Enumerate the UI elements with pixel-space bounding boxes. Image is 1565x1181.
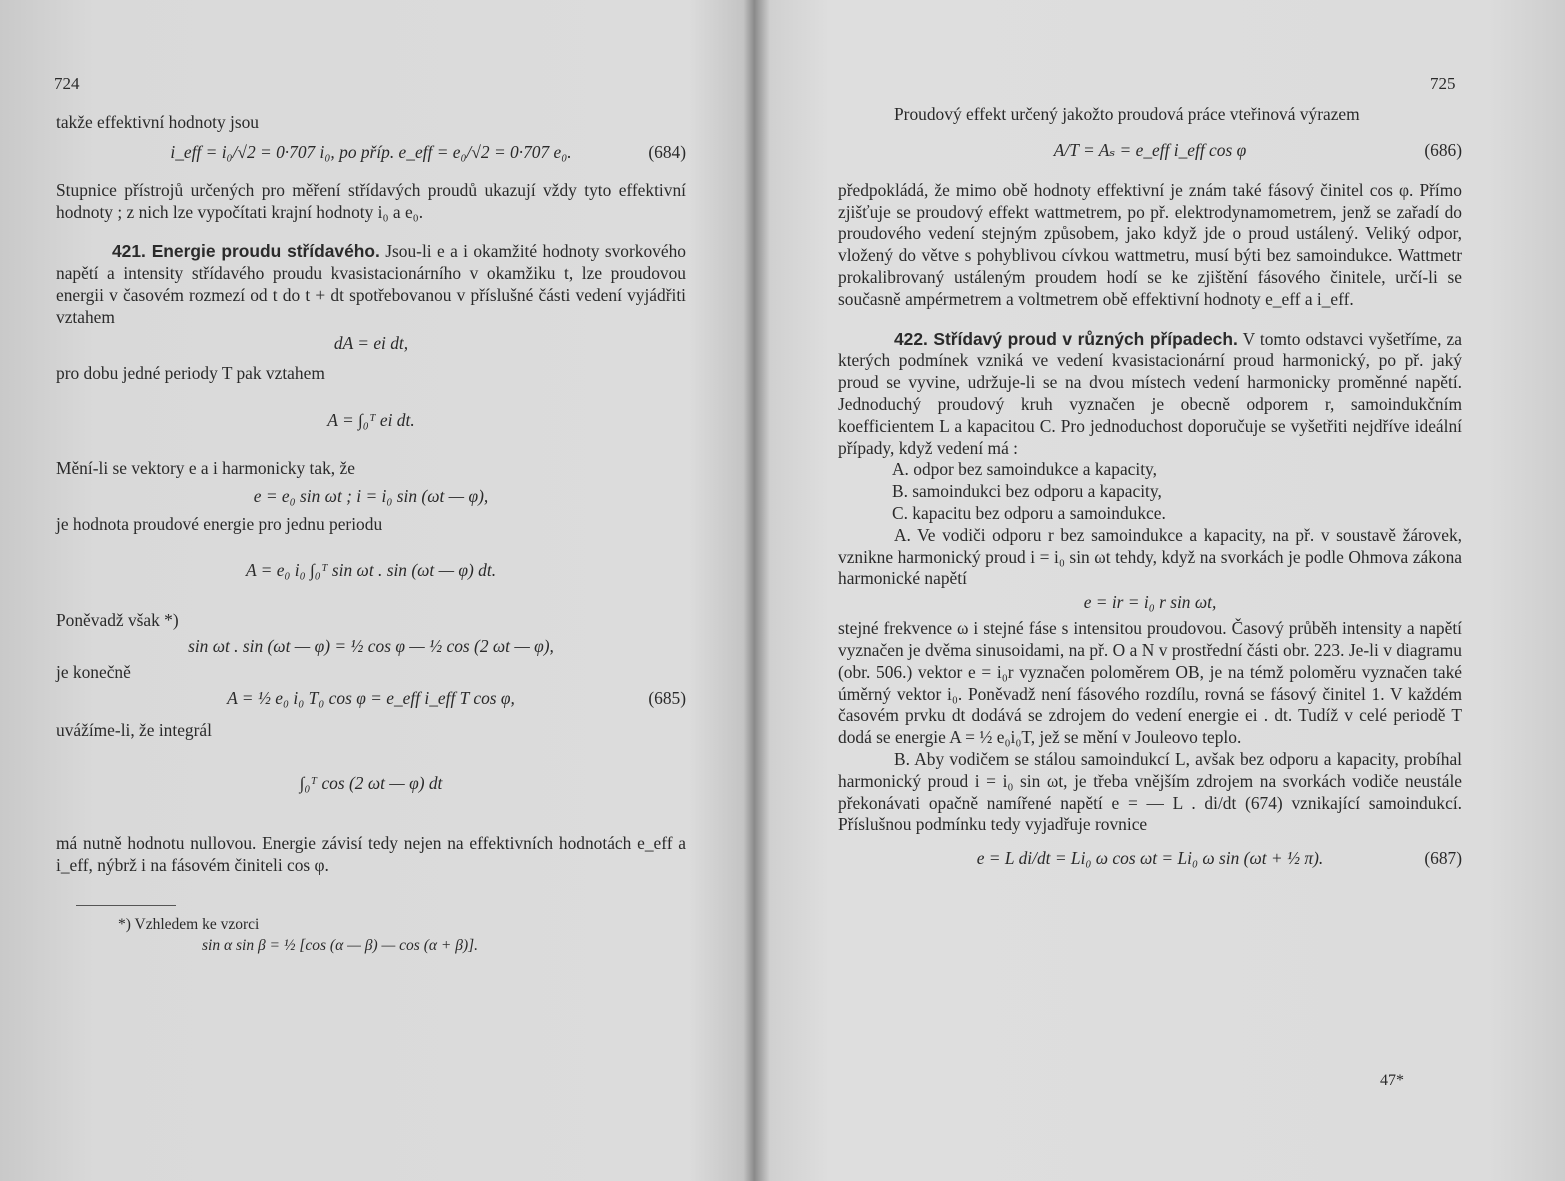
- equation-685: [56, 684, 686, 720]
- list-item: B. samoindukci bez odporu a kapacity,: [892, 481, 1162, 502]
- paragraph: stejné frekvence ω i stejné fáse s intensitou proudovou. Časový průběh intensity a napětí vyznačen je dvěma sinusoidami, na př. O a N v prostřední části obr. 223. Je-li v diagramu (obr. 506.) vektor e = i₀r vyznačen poloměrem OB, je na témž poloměru vyznačen také úměrný vektor i₀. Poněvadž není fásového rozdílu, rovná se fásový činitel 1. V každém časovém prvku dt dodává se zdrojem do vedení energie ei . dt. Tudíž v celé periodě T dodá se energie A = ½ e₀i₀T, jež se mění v Jouleovo teplo.: [838, 618, 1462, 748]
- formula: ∫₀ᵀ cos (2 ωt — φ) dt: [299, 773, 443, 794]
- right-page: [760, 0, 1565, 1181]
- paragraph: je hodnota proudové energie pro jednu periodu: [56, 514, 383, 535]
- equation-number: (687): [1424, 848, 1462, 869]
- formula: i_eff = i₀/√2 = 0·707 i₀, po příp. e_eff = e₀/√2 = 0·707 e₀.: [170, 141, 572, 162]
- formula: sin ωt . sin (ωt — φ) = ½ cos φ — ½ cos (2 ωt — φ),: [188, 635, 554, 656]
- paragraph: předpokládá, že mimo obě hodnoty effektivní je znám také fásový činitel cos φ. Přímo zjišťuje se proudový effekt wattmetrem, po př. elektrodynamometrem, jenž se zařadí do proudového vedení stejným způsobem, jako když jde o proud ustálený. Veliký odpor, vložený do větve s pohyblivou cívkou wattmetru, musí býti bez samoindukce. Wattmetr prokalibrovaný ustáleným proudem hodí se ke zjištění fásového činitele, určí-li se současně ampérmetrem a voltmetrem obě effektivní hodnoty e_eff a i_eff.: [838, 179, 1462, 309]
- page-number-left: 724: [54, 74, 80, 93]
- paragraph: A. Ve vodiči odporu r bez samoindukce a kapacity, na př. v soustavě žárovek, vznikne harmonický proud i = i₀ sin ωt tehdy, když na svorkách je podle Ohmova zákona harmonické napětí: [838, 524, 1462, 589]
- section-heading: 421. Energie proudu střídavého.: [112, 241, 380, 262]
- paragraph: Poněvadž však *): [56, 609, 179, 630]
- equation-dA: [56, 329, 686, 363]
- equation-e-i: [56, 480, 686, 514]
- page-number-right: 725: [1430, 74, 1456, 93]
- list-item: A. odpor bez samoindukce a kapacity,: [892, 459, 1157, 480]
- equation-number: (684): [648, 141, 686, 162]
- case-list: [838, 459, 1462, 524]
- right-page-body: [838, 104, 1462, 880]
- paragraph: je konečně: [56, 661, 131, 682]
- equation-sin-identity: [56, 632, 686, 662]
- list-item: C. kapacitu bez odporu a samoindukce.: [892, 502, 1166, 523]
- equation-687: [838, 836, 1462, 880]
- equation-e-ir: [838, 590, 1462, 618]
- formula: e = e₀ sin ωt ; i = i₀ sin (ωt — φ),: [253, 486, 489, 507]
- equation-684: [56, 134, 686, 180]
- formula: A/T = Aₛ = e_eff i_eff cos φ: [1053, 139, 1247, 160]
- equation-686: [838, 126, 1462, 180]
- signature-mark: 47*: [1380, 1072, 1404, 1089]
- footnote-text: *) Vzhledem ke vzorci: [118, 915, 260, 933]
- footnote-rule: [76, 905, 176, 906]
- paragraph: uvážíme-li, že integrál: [56, 719, 212, 740]
- formula: e = ir = i₀ r sin ωt,: [1083, 592, 1217, 613]
- equation-A-integral: [56, 384, 686, 458]
- section-heading: 422. Střídavý proud v různých případech.: [894, 328, 1238, 349]
- equation-cos-integral: [56, 741, 686, 833]
- paragraph: Stupnice přístrojů určených pro měření střídavých proudů ukazují vždy tyto effektivní hodnoty ; z nich lze vypočítati krajní hodnoty i₀ a e₀.: [56, 179, 686, 222]
- equation-number: (685): [648, 687, 686, 708]
- formula: A = ∫₀ᵀ ei dt.: [327, 410, 415, 431]
- equation-A-energy: [56, 536, 686, 610]
- paragraph: V tomto odstavci vyšetříme, za kterých podmínek vzniká ve vedení kvasistacionární proud harmonický, po př. jaký proud se vyvine, udržuje-li se na dvou místech vedení harmonicky proměnné napětí. Jednoduchý proudový kruh vyznačen je obecně odporem r, samoindukčním koefficientem L a kapacitou C. Pro jednoduchost doporučuje se vyšetřiti nejdříve ideální případy, když vedení má :: [838, 328, 1462, 458]
- paragraph: B. Aby vodičem se stálou samoindukcí L, avšak bez odporu a kapacity, probíhal harmonický proud i = i₀ sin ωt, je třeba vnějším zdrojem na svorkách vodiče neustále překonávati opačně namířené napětí e = — L . di/dt (674) vznikající samoindukcí. Příslušnou podmínku tedy vyjadřuje rovnice: [838, 748, 1462, 835]
- paragraph: Jsou-li e a i okamžité hodnoty svorkového napětí a intensity střídavého proudu kvasistacionárního v okamžiku t, lze proudovou energii v časovém rozmezí od t do t + dt spotřebovanou v příslušné části vedení vyjádřiti vztahem: [56, 241, 686, 327]
- section-421: [56, 241, 686, 328]
- paragraph: takže effektivní hodnoty jsou: [56, 112, 260, 132]
- paragraph: má nutně hodnotu nullovou. Energie závisí tedy nejen na effektivních hodnotách e_eff a i_eff, nýbrž i na fásovém činiteli cos φ.: [56, 833, 686, 876]
- section-422: [838, 329, 1462, 460]
- equation-number: (686): [1424, 139, 1462, 160]
- paragraph: pro dobu jedné periody T pak vztahem: [56, 362, 325, 383]
- formula: A = ½ e₀ i₀ T₀ cos φ = e_eff i_eff T cos φ,: [227, 687, 515, 708]
- formula: A = e₀ i₀ ∫₀ᵀ sin ωt . sin (ωt — φ) dt.: [245, 559, 497, 580]
- formula: e = L di/dt = Li₀ ω cos ωt = Li₀ ω sin (ωt + ½ π).: [976, 848, 1324, 869]
- paragraph: Proudový effekt určený jakožto proudová práce vteřinová výrazem: [894, 104, 1360, 124]
- left-page-body: [56, 112, 686, 956]
- footnote-formula: sin α sin β = ½ [cos (α — β) — cos (α + β)].: [202, 936, 479, 954]
- paragraph: Mění-li se vektory e a i harmonicky tak, že: [56, 458, 355, 479]
- formula: dA = ei dt,: [333, 332, 409, 353]
- left-page: [0, 0, 752, 1181]
- footnote: [56, 914, 686, 956]
